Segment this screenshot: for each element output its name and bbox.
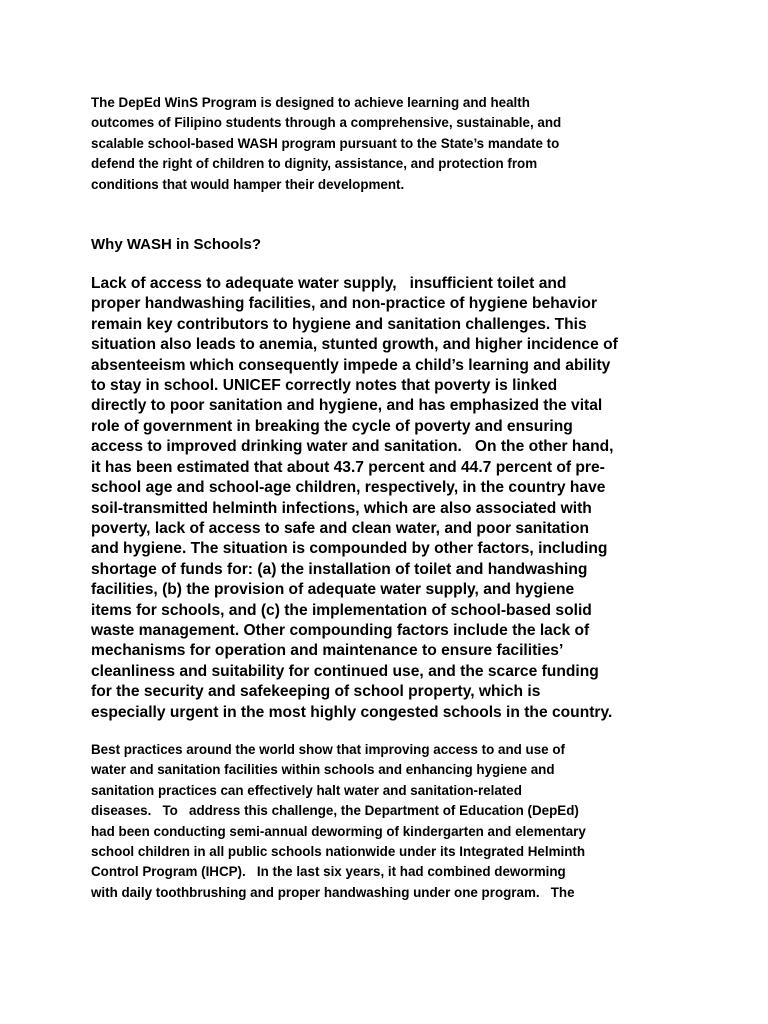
- section-heading: Why WASH in Schools?: [91, 236, 262, 254]
- why-line: waste management. Other compounding factors include the lack of: [91, 621, 590, 639]
- why-line: soil-transmitted helminth infections, which are also associated with: [91, 499, 592, 517]
- why-wash-paragraph: [91, 274, 683, 723]
- intro-paragraph: [91, 93, 683, 195]
- why-line: role of government in breaking the cycle of poverty and ensuring: [91, 417, 573, 435]
- why-line: to stay in school. UNICEF correctly notes that poverty is linked: [91, 377, 558, 395]
- why-line: Lack of access to adequate water supply, insufficient toilet and: [91, 275, 567, 293]
- why-line: facilities, (b) the provision of adequate water supply, and hygiene: [91, 581, 575, 599]
- intro-line: conditions that would hamper their development.: [91, 176, 405, 192]
- why-line: cleanliness and suitability for continued use, and the scarce funding: [91, 662, 599, 680]
- best-line: Best practices around the world show that improving access to and use of: [91, 741, 565, 757]
- why-line: shortage of funds for: (a) the installation of toilet and handwashing: [91, 560, 588, 578]
- best-line: with daily toothbrushing and proper handwashing under one program. The: [91, 884, 575, 900]
- intro-line: defend the right of children to dignity, assistance, and protection from: [91, 156, 538, 172]
- intro-line: The DepEd WinS Program is designed to achieve learning and health: [91, 95, 530, 110]
- intro-line: scalable school-based WASH program pursuant to the State’s mandate to: [91, 135, 560, 151]
- best-line: diseases. To address this challenge, the Department of Education (DepEd): [91, 803, 579, 819]
- document-page: [91, 93, 683, 903]
- why-line: absenteeism which consequently impede a child’s learning and ability: [91, 356, 611, 374]
- why-line: mechanisms for operation and maintenance to ensure facilities’: [91, 642, 564, 660]
- why-line: situation also leads to anemia, stunted growth, and higher incidence of: [91, 336, 618, 354]
- intro-line: outcomes of Filipino students through a comprehensive, sustainable, and: [91, 115, 562, 131]
- best-line: Control Program (IHCP). In the last six years, it had combined deworming: [91, 864, 566, 880]
- why-line: access to improved drinking water and sanitation. On the other hand,: [91, 438, 614, 456]
- why-line: it has been estimated that about 43.7 percent and 44.7 percent of pre-: [91, 458, 605, 476]
- best-line: had been conducting semi-annual deworming of kindergarten and elementary: [91, 823, 586, 839]
- best-line: sanitation practices can effectively halt water and sanitation-related: [91, 782, 522, 798]
- why-line: directly to poor sanitation and hygiene, and has emphasized the vital: [91, 397, 603, 415]
- why-line: items for schools, and (c) the implementation of school-based solid: [91, 601, 592, 619]
- why-line: for the security and safekeeping of school property, which is: [91, 683, 541, 701]
- why-line: school age and school-age children, respectively, in the country have: [91, 479, 606, 497]
- best-line: school children in all public schools nationwide under its Integrated Helminth: [91, 844, 586, 859]
- why-line: especially urgent in the most highly congested schools in the country.: [91, 703, 613, 721]
- best-practices-paragraph: [91, 740, 683, 903]
- why-line: and hygiene. The situation is compounded by other factors, including: [91, 540, 608, 558]
- why-line: remain key contributors to hygiene and sanitation challenges. This: [91, 315, 587, 333]
- why-line: poverty, lack of access to safe and clean water, and poor sanitation: [91, 519, 590, 537]
- best-line: water and sanitation facilities within schools and enhancing hygiene and: [91, 762, 555, 778]
- why-line: proper handwashing facilities, and non-practice of hygiene behavior: [91, 295, 598, 313]
